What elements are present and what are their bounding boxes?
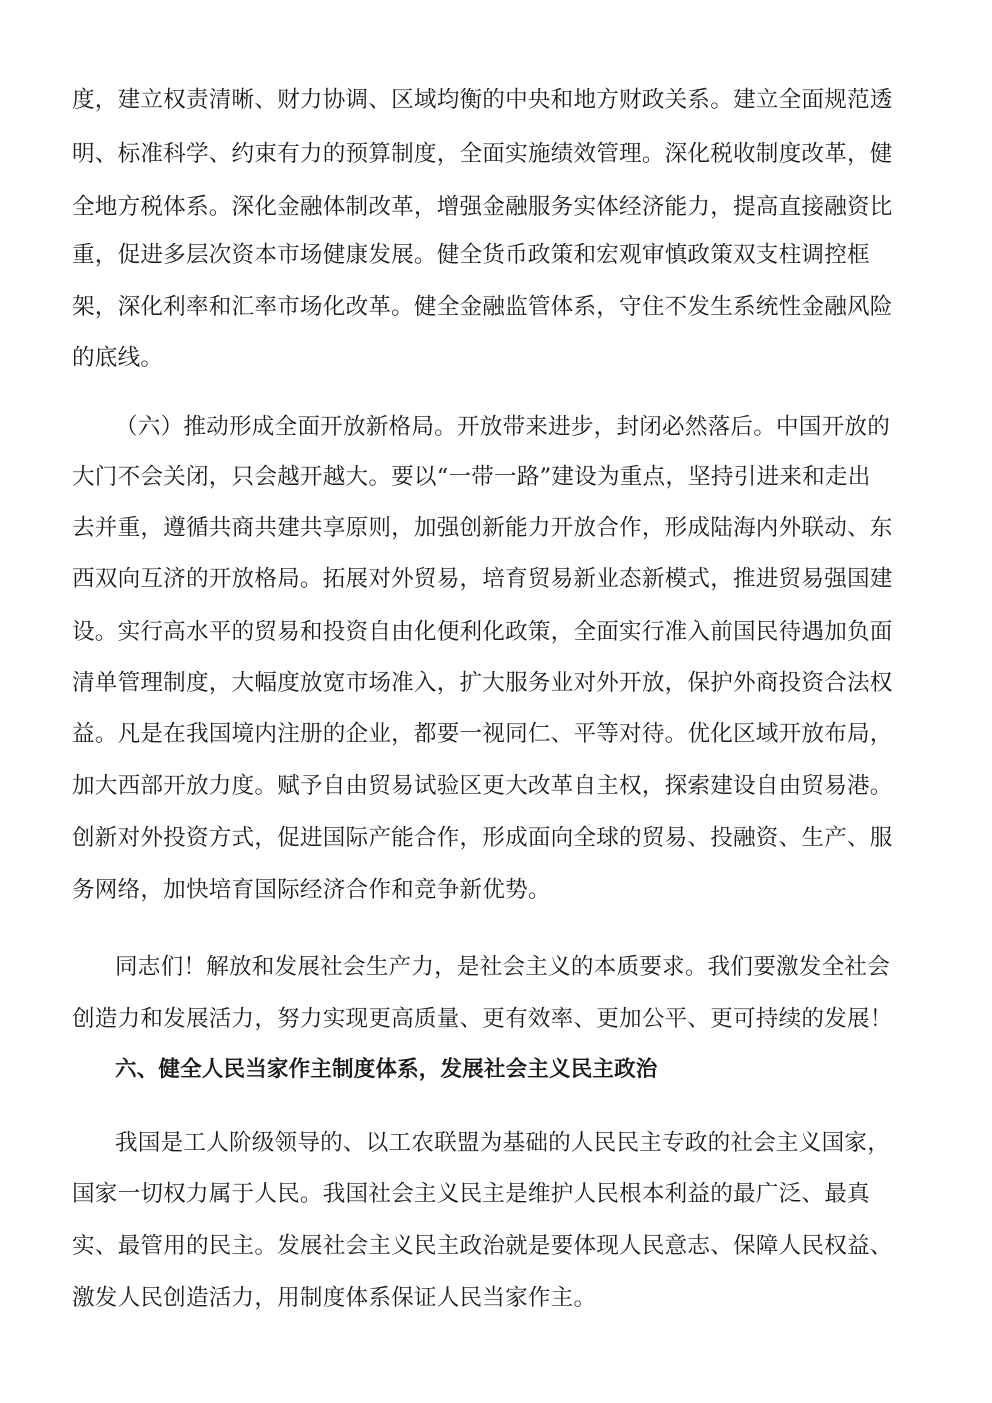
text-line: 清单管理制度，大幅度放宽市场准入，扩大服务业对外开放，保护外商投资合法权 <box>72 670 893 696</box>
text-line: 西双向互济的开放格局。拓展对外贸易，培育贸易新业态新模式，推进贸易强国建 <box>72 566 893 592</box>
text-line: 度，建立权责清晰、财力协调、区域均衡的中央和地方财政关系。建立全面规范透 <box>72 87 893 113</box>
section-heading: 六、健全人民当家作主制度体系，发展社会主义民主政治 <box>115 1057 658 1082</box>
text-line: 实、最管用的民主。发展社会主义民主政治就是要体现人民意志、保障人民权益、 <box>72 1233 893 1259</box>
text-line: 创新对外投资方式，促进国际产能合作，形成面向全球的贸易、投融资、生产、服 <box>72 825 893 851</box>
text-line: 益。凡是在我国境内注册的企业，都要一视同仁、平等对待。优化区域开放布局， <box>72 721 893 747</box>
text-line: 大门不会关闭，只会越开越大。要以“一带一路”建设为重点，坚持引进来和走出 <box>72 464 871 490</box>
text-line: 国家一切权力属于人民。我国社会主义民主是维护人民根本利益的最广泛、最真 <box>72 1181 870 1207</box>
text-line: 务网络，加快培育国际经济合作和竞争新优势。 <box>72 877 551 903</box>
text-line: 重，促进多层次资本市场健康发展。健全货币政策和宏观审慎政策双支柱调控框 <box>72 242 870 268</box>
text-line: 创造力和发展活力，努力实现更高质量、更有效率、更加公平、更可持续的发展！ <box>72 1006 893 1032</box>
text-line: 激发人民创造活力，用制度体系保证人民当家作主。 <box>72 1285 597 1311</box>
text-line: 设。实行高水平的贸易和投资自由化便利化政策，全面实行准入前国民待遇加负面 <box>72 619 893 645</box>
text-line: 同志们！解放和发展社会生产力，是社会主义的本质要求。我们要激发全社会 <box>115 954 890 980</box>
text-line: （六）推动形成全面开放新格局。开放带来进步，封闭必然落后。中国开放的 <box>115 414 890 440</box>
text-line: 我国是工人阶级领导的、以工农联盟为基础的人民民主专政的社会主义国家， <box>115 1130 890 1156</box>
text-line: 加大西部开放力度。赋予自由贸易试验区更大改革自主权，探索建设自由贸易港。 <box>72 773 893 799</box>
text-line: 全地方税体系。深化金融体制改革，增强金融服务实体经济能力，提高直接融资比 <box>72 194 893 220</box>
text-line: 明、标准科学、约束有力的预算制度，全面实施绩效管理。深化税收制度改革，健 <box>72 141 893 167</box>
text-line: 的底线。 <box>72 345 164 371</box>
text-line: 去并重，遵循共商共建共享原则，加强创新能力开放合作，形成陆海内外联动、东 <box>72 515 893 541</box>
text-line: 架，深化利率和汇率市场化改革。健全金融监管体系，守住不发生系统性金融风险 <box>72 294 893 320</box>
